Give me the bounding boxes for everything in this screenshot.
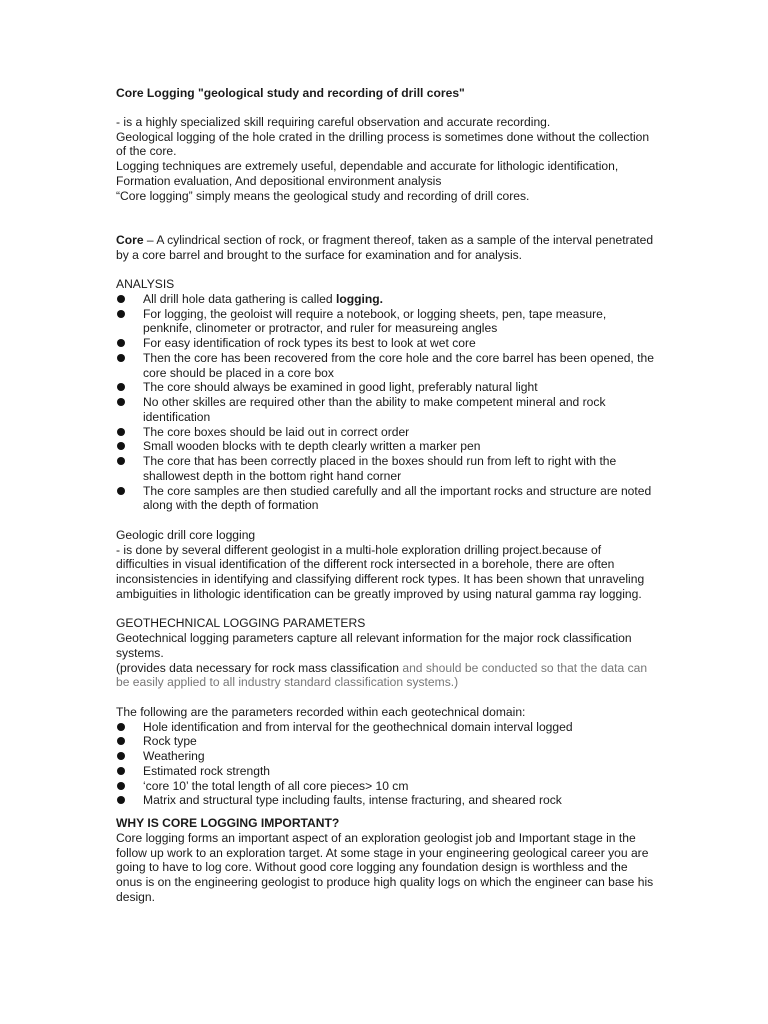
geotech-heading: GEOTHECHNICAL LOGGING PARAMETERS [116, 616, 366, 631]
bullet-icon [117, 752, 125, 760]
bullet-icon [117, 767, 125, 775]
list-item [116, 336, 656, 351]
parameters-list [116, 720, 656, 809]
bullet-icon [117, 354, 125, 362]
document-page [116, 86, 656, 905]
list-item [116, 484, 656, 514]
bullet-icon [117, 487, 125, 495]
geotech-note-grey: and should be conducted so that the data can be easily applied to all industry standard classification systems.) [116, 660, 648, 690]
bullet-icon [117, 737, 125, 745]
bullet-icon [117, 723, 125, 731]
bullet-icon [117, 442, 125, 450]
list-item-text: The core that has been correctly placed in the boxes should run from left to right with the shallowest depth in the bottom right hand corner [143, 454, 617, 483]
list-item [116, 779, 656, 794]
spacer [116, 602, 656, 617]
geologic-heading: Geologic drill core logging [116, 527, 256, 542]
bullet-icon [117, 383, 125, 391]
list-item-bold: logging. [335, 291, 383, 306]
core-definition-text: – A cylindrical section of rock, or fragment thereof, taken as a sample of the interval penetrated by a core barrel and brought to the surface for examination and for analysis. [116, 232, 654, 262]
list-item-text: The core boxes should be laid out in correct order [143, 424, 410, 439]
list-item-text: No other skilles are required other than the ability to make competent mineral and rock identification [143, 395, 606, 424]
intro-line-2: Geological logging of the hole crated in the drilling process is sometimes done without the collection of the core. [116, 129, 650, 159]
bullet-icon [117, 398, 125, 406]
intro-line-4: “Core logging” simply means the geological study and recording of drill cores. [116, 188, 530, 203]
bullet-icon [117, 796, 125, 804]
list-item [116, 439, 656, 454]
list-item [116, 351, 656, 381]
list-item-text: For easy identification of rock types its best to look at wet core [143, 336, 476, 350]
list-item [116, 380, 656, 395]
spacer [116, 808, 656, 816]
spacer [116, 262, 656, 277]
list-item [116, 292, 656, 307]
bullet-icon [117, 295, 125, 303]
list-item-text: Then the core has been recovered from the core hole and the core barrel has been opened, the core should be placed in a core box [143, 350, 654, 380]
geotech-note-dark: (provides data necessary for rock mass classification [116, 660, 399, 675]
list-item-text: Weathering [143, 749, 205, 763]
bullet-icon [117, 339, 125, 347]
list-item-text: Estimated rock strength [143, 763, 271, 778]
why-heading: WHY IS CORE LOGGING IMPORTANT? [116, 816, 340, 830]
document-title: Core Logging "geological study and recording of drill cores" [116, 86, 465, 100]
list-item-text: Small wooden blocks with te depth clearly written a marker pen [143, 439, 481, 454]
bullet-icon [117, 310, 125, 318]
list-item-text: ‘core 10’ the total length of all core pieces> 10 cm [143, 778, 409, 793]
bullet-icon [117, 457, 125, 465]
list-item [116, 793, 656, 808]
list-item [116, 307, 656, 337]
geotech-note [116, 661, 656, 691]
geologic-text: - is done by several different geologist in a multi-hole exploration drilling project.because of difficulties in visual identification of the different rock intersected in a borehole, there are often inconsistencies in identifying and classifying different rock types. It has been shown that unraveling ambiguities in lithologic identification can be greatly improved by using natural gamma ray logging. [116, 542, 645, 601]
list-item [116, 734, 656, 749]
list-item-text: The core samples are then studied carefully and all the important rocks and structure are noted along with the depth of formation [143, 483, 652, 513]
geotech-text: Geotechnical logging parameters capture all relevant information for the major rock classification systems. [116, 631, 632, 660]
spacer [116, 203, 656, 233]
list-item [116, 749, 656, 764]
spacer [116, 513, 656, 528]
list-item-text: Hole identification and from interval for the geothechnical domain interval logged [143, 719, 573, 734]
core-term: Core [116, 232, 144, 247]
intro-line-3: Logging techniques are extremely useful, dependable and accurate for lithologic identification, Formation evaluation, And depositional environment analysis [116, 159, 619, 188]
list-item [116, 395, 656, 425]
analysis-heading: ANALYSIS [116, 277, 175, 291]
list-item-text: Matrix and structural type including faults, intense fracturing, and sheared rock [143, 793, 562, 808]
bullet-icon [117, 782, 125, 790]
list-item [116, 720, 656, 735]
core-definition [116, 233, 656, 263]
list-item-text: The core should always be examined in good light, preferably natural light [143, 380, 538, 395]
list-item-text: For logging, the geoloist will require a notebook, or logging sheets, pen, tape measure, penknife, clinometer or protractor, and ruler for measureing angles [143, 306, 607, 336]
why-text: Core logging forms an important aspect of an exploration geologist job and Important stage in the follow up work to an exploration target. At some stage in your engineering geological career you are going to have to log core. Without good core logging any foundation design is worthless and the onus is on the engineering geologist to produce high quality logs on which the engineer can base his design. [116, 830, 654, 904]
parameters-intro: The following are the parameters recorded within each geotechnical domain: [116, 704, 526, 719]
intro-line-1: - is a highly specialized skill requiring careful observation and accurate recording. [116, 114, 551, 129]
list-item-text: All drill hole data gathering is called [143, 291, 336, 306]
list-item-text: Rock type [143, 734, 197, 749]
spacer [116, 690, 656, 705]
list-item [116, 764, 656, 779]
bullet-icon [117, 428, 125, 436]
list-item [116, 425, 656, 440]
list-item [116, 454, 656, 484]
analysis-list [116, 292, 656, 513]
